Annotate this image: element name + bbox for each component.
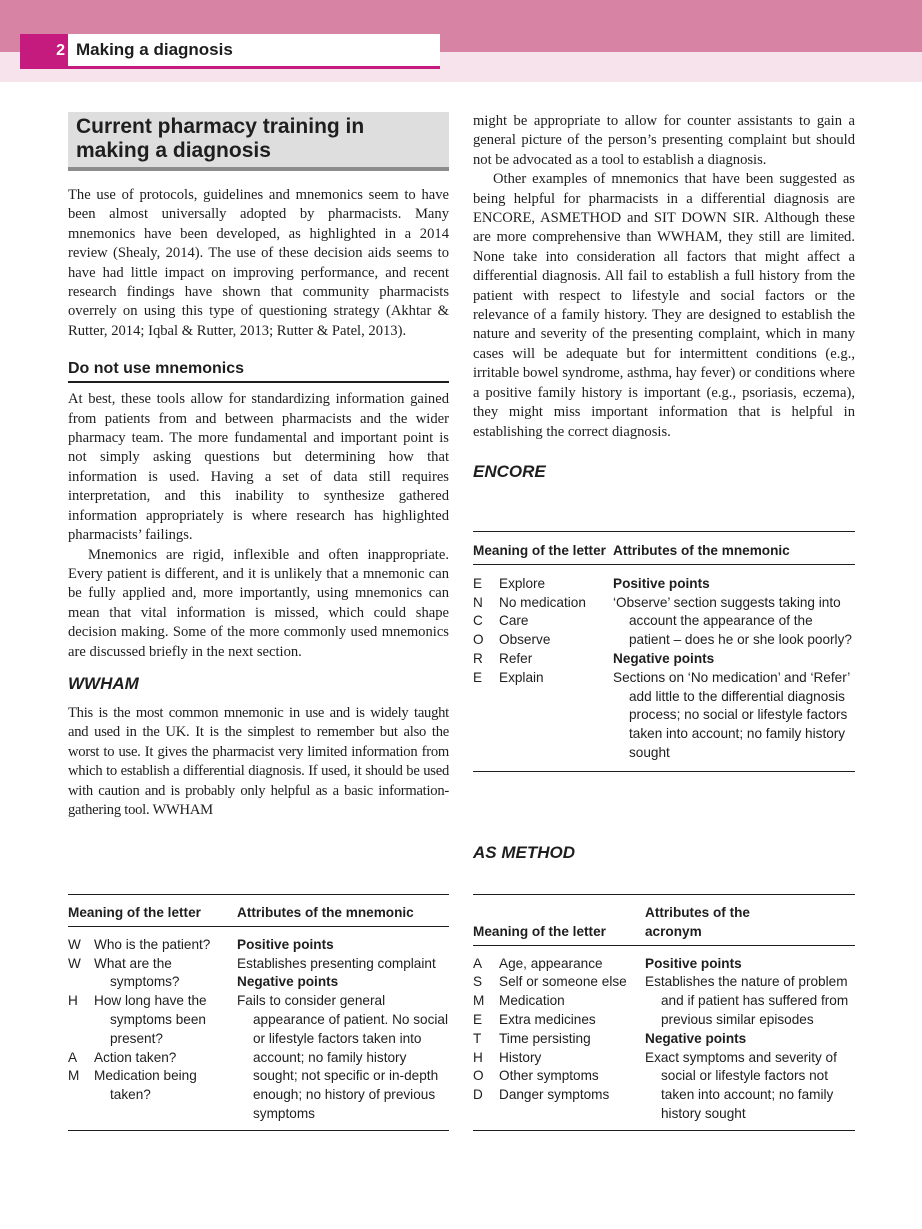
- attributes-column: [237, 936, 449, 1124]
- letters-column: [473, 575, 613, 763]
- attributes-column: [645, 955, 855, 1124]
- list-item: M Medication: [473, 993, 565, 1009]
- letters-column: [68, 936, 237, 1124]
- chapter-title: Making a diagnosis: [76, 40, 233, 59]
- subheading: Do not use mnemonics: [68, 360, 449, 383]
- left-column: [68, 112, 449, 820]
- list-item: A Action taken?: [68, 1049, 177, 1065]
- list-item: W What are the symptoms?: [68, 955, 180, 990]
- list-item: W Who is the patient?: [68, 936, 211, 952]
- table-body: [473, 565, 855, 772]
- page-number: 2: [20, 34, 68, 68]
- as-method-heading-wrap: [473, 843, 575, 863]
- paragraph: Other examples of mnemonics that have been suggested as being helpful for pharmacists in a differential diagnosis are ENCORE, ASMETHOD and SIT DOWN SIR. Although these are more comprehensive than WWHAM, they still are limited. None take into consideration all factors that might affect a differential diagnosis. All fail to establish a full history from the patient with respect to lifestyle and social factors or the relevance of a family history. They are designed to establish the nature and severity of the presenting complaint, which in many cases will be adequate but for intermittent conditions (e.g., irritable bowel syndrome, asthma, hay fever) or conditions where a positive family history is important (e.g., psoriasis, eczema), they might miss important information that is helpful in establishing the correct diagnosis.: [473, 171, 855, 440]
- negative-points-label: Negative points: [237, 974, 339, 990]
- column-header: Attributes of the mnemonic: [237, 905, 414, 920]
- negative-points-text: Fails to consider general appearance of patient. No social or lifestyle factors taken into account; no family history sought; not specific or in-depth enough; no history of previous symptoms: [237, 993, 448, 1121]
- table-header: [68, 895, 449, 927]
- list-item: R Refer: [473, 650, 533, 666]
- positive-points-text: Establishes the nature of problem and if patient has suffered from previous similar episodes: [645, 974, 849, 1027]
- list-item: C Care: [473, 613, 529, 629]
- column-header: Meaning of the letter: [473, 923, 606, 939]
- list-item: A Age, appearance: [473, 955, 603, 971]
- list-item: O Other symptoms: [473, 1068, 599, 1084]
- column-header: Meaning of the letter: [68, 905, 201, 920]
- list-item: D Danger symptoms: [473, 1087, 610, 1103]
- column-header: Attributes of the acronym: [645, 905, 750, 939]
- positive-points-label: Positive points: [237, 936, 334, 952]
- section-title: Current pharmacy training in making a diagnosis: [76, 115, 365, 162]
- list-item: M Medication being taken?: [68, 1068, 197, 1103]
- positive-points-text: Establishes presenting complaint: [237, 955, 436, 971]
- table-header: [473, 895, 855, 946]
- list-item: E Explain: [473, 669, 544, 685]
- asmethod-table: [473, 894, 855, 1131]
- encore-table: [473, 531, 855, 772]
- table-body: [473, 946, 855, 1131]
- mnemonic-heading-wwham: WWHAM: [68, 673, 139, 693]
- mnemonic-heading-encore: ENCORE: [473, 461, 546, 481]
- list-item: H How long have the symptoms been present?: [68, 993, 207, 1046]
- paragraph: At best, these tools allow for standardizing information gained from patients from and between pharmacists and the wider pharmacy team. The more fundamental and important point is not simply asking questions but determining how that information is used. Having a set of data still requires interpretation, and this inability to synthesize gathered information appropriately is where research has highlighted pharmacists’ failings.: [68, 391, 449, 544]
- header-rule: [20, 66, 440, 69]
- column-header: Meaning of the letter: [473, 543, 606, 558]
- list-item: E Extra medicines: [473, 1011, 596, 1027]
- paragraph: might be appropriate to allow for counter assistants to gain a general picture of the person’s presenting complaint but should not be advocated as a tool to establish a diagnosis.: [473, 113, 855, 168]
- negative-points-label: Negative points: [613, 650, 715, 666]
- paragraph: This is the most common mnemonic in use and is widely taught and used in the UK. It is the simplest to remember but also the worst to use. It gives the pharmacist very limited information from which to establish a differential diagnosis. If used, it should be used with caution and is probably only helpful as a basic information-gathering tool. WWHAM: [68, 704, 449, 818]
- list-item: O Observe: [473, 632, 551, 648]
- right-column: [473, 112, 855, 492]
- list-item: N No medication: [473, 594, 586, 610]
- positive-points-text: ‘Observe’ section suggests taking into account the appearance of the patient – does he or she look poorly?: [613, 594, 852, 648]
- negative-points-text: Exact symptoms and severity of social or lifestyle factors not taken into account; no family history sought: [645, 1049, 837, 1121]
- list-item: H History: [473, 1049, 542, 1065]
- section-heading-box: [68, 112, 449, 171]
- wwham-table: [68, 894, 449, 1131]
- letters-column: [473, 955, 645, 1124]
- positive-points-label: Positive points: [645, 955, 742, 971]
- attributes-column: [613, 575, 855, 763]
- negative-points-text: Sections on ‘No medication’ and ‘Refer’ add little to the differential diagnosis process; no social or lifestyle factors taken into account; no family history sought: [613, 669, 850, 760]
- positive-points-label: Positive points: [613, 575, 710, 591]
- list-item: E Explore: [473, 575, 546, 591]
- column-header: Attributes of the mnemonic: [613, 543, 790, 558]
- list-item: S Self or someone else: [473, 974, 627, 990]
- negative-points-label: Negative points: [645, 1030, 747, 1046]
- mnemonic-heading-asmethod: AS METHOD: [473, 843, 575, 862]
- table-body: [68, 927, 449, 1131]
- paragraph: Mnemonics are rigid, inflexible and often inappropriate. Every patient is different, and it is unlikely that a mnemonic can be fully applied and, more importantly, using mnemonics can mean that vital information is missed, which could shape decision making. Some of the more commonly used mnemonics are discussed briefly in the next section.: [68, 546, 449, 660]
- paragraph: The use of protocols, guidelines and mnemonics seem to have been almost universally adopted by pharmacists. Many mnemonics have been developed, as highlighted in a 2014 review (Shealy, 2014). The use of these decision aids seems to have had little impact on improving performance, and recent research findings have shown that community pharmacists overrely on using this type of questioning strategy (Akhtar & Rutter, 2014; Iqbal & Rutter, 2013; Rutter & Patel, 2013).: [68, 187, 449, 339]
- list-item: T Time persisting: [473, 1030, 591, 1046]
- table-header: [473, 532, 855, 565]
